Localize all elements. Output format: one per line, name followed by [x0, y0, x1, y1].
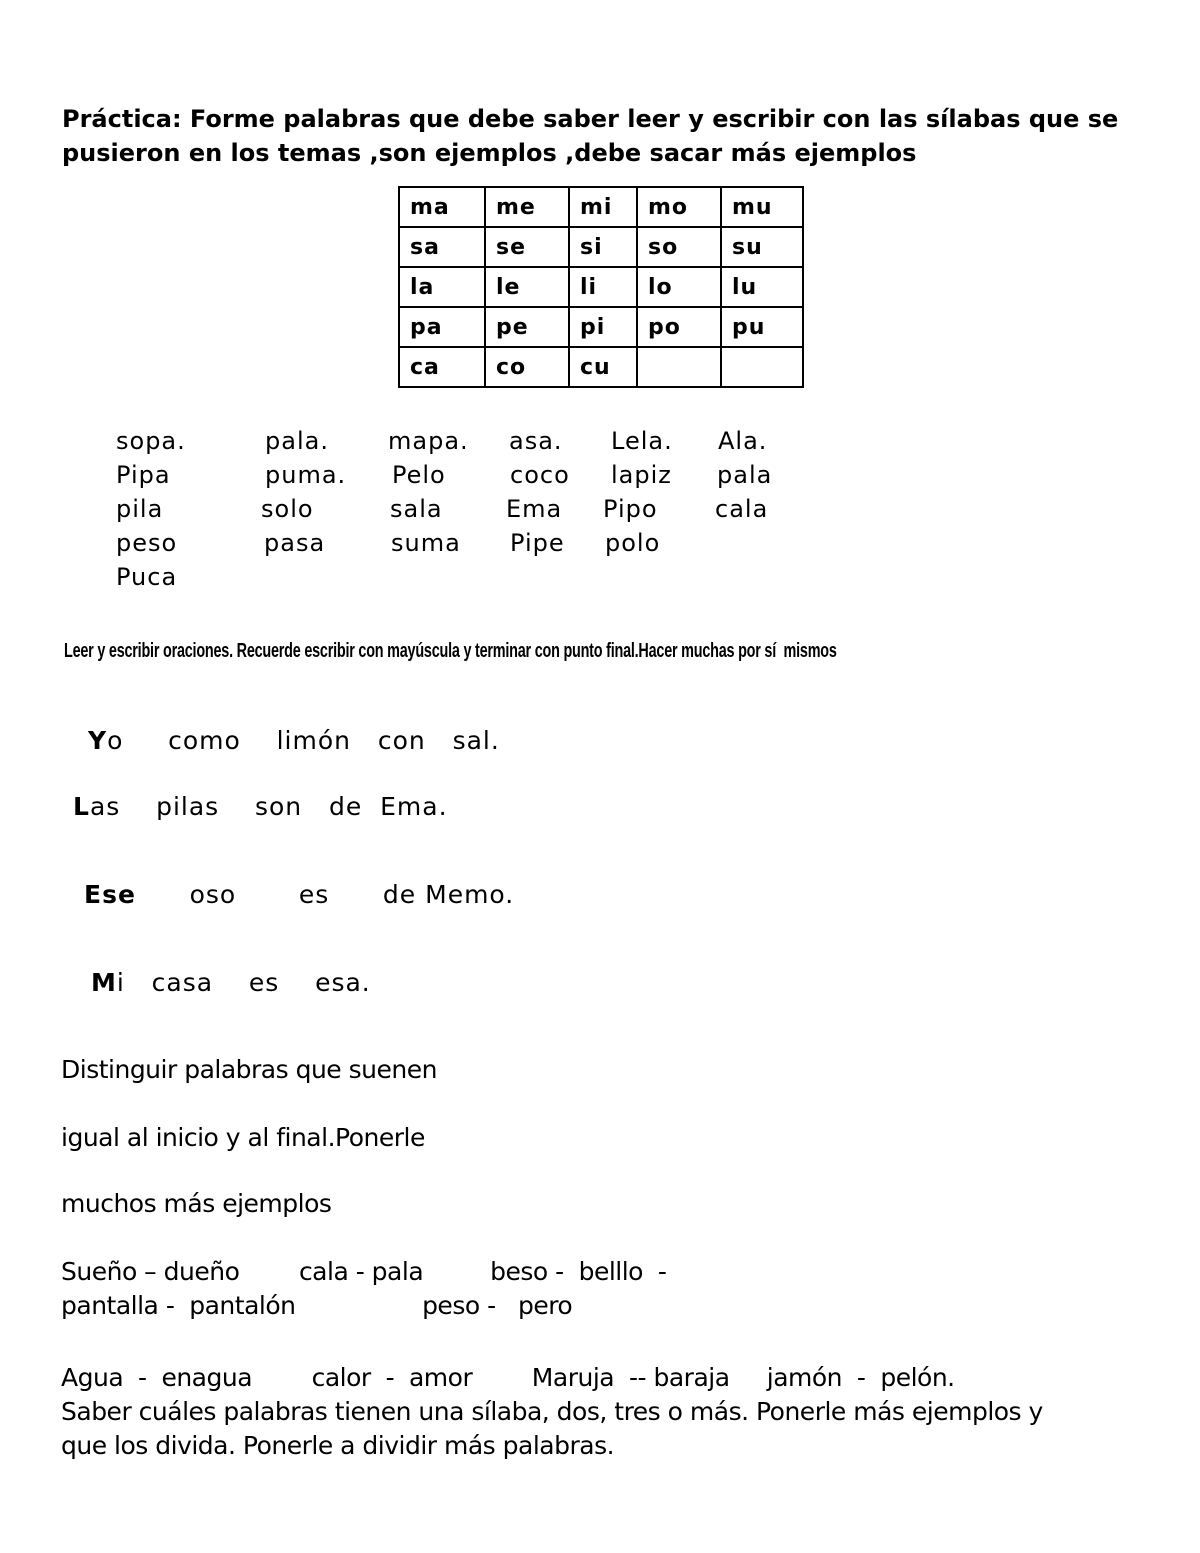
word: sala	[390, 495, 443, 523]
capital-letter: L	[73, 792, 90, 821]
syllable-cell: lu	[721, 267, 803, 307]
syllable-cell: su	[721, 227, 803, 267]
capital-letter: Ese	[84, 880, 136, 909]
sentence-text: as pilas son de Ema.	[89, 792, 448, 821]
syllable-cell: lo	[637, 267, 721, 307]
word: coco	[510, 461, 570, 489]
word: polo	[605, 529, 661, 557]
page-title: Práctica: Forme palabras que debe saber leer y escribir con las sílabas que se pusieron en los temas ,son ejemplos ,debe sacar más ejemplos	[62, 105, 1119, 167]
syllable-cell: ca	[399, 347, 485, 387]
syllable-cell: la	[399, 267, 485, 307]
syllable-cell: le	[485, 267, 569, 307]
word: Pipe	[510, 529, 565, 557]
sentence	[73, 792, 448, 821]
table-row	[399, 267, 803, 307]
syllable-cell: sa	[399, 227, 485, 267]
syllable-cell: pa	[399, 307, 485, 347]
word: peso	[116, 529, 178, 557]
syllable-cell: se	[485, 227, 569, 267]
syllable-table	[398, 186, 804, 388]
rhyme-instruction-line: Distinguir palabras que suenen	[61, 1055, 437, 1084]
word: solo	[261, 495, 314, 523]
sentence	[88, 726, 500, 755]
syllable-cell: mi	[569, 187, 637, 227]
capital-letter: M	[91, 968, 117, 997]
table-row	[399, 307, 803, 347]
syllable-cell: pi	[569, 307, 637, 347]
rhyme-example-line: Sueño – dueño cala - pala beso - belllo -	[61, 1257, 667, 1286]
word: Pipo	[603, 495, 658, 523]
word: suma	[391, 529, 461, 557]
word: pala.	[265, 427, 329, 455]
capital-letter: Y	[88, 726, 108, 755]
rhyme-instruction-line: muchos más ejemplos	[61, 1189, 332, 1218]
syllable-cell: me	[485, 187, 569, 227]
word: cala	[715, 495, 769, 523]
word: Pipa	[116, 461, 171, 489]
word: Pelo	[392, 461, 446, 489]
rhyme-example-line: pantalla - pantalón peso - pero	[61, 1291, 573, 1320]
syllable-cell	[637, 347, 721, 387]
final-line: Saber cuáles palabras tienen una sílaba, dos, tres o más. Ponerle más ejemplos y	[61, 1397, 1043, 1426]
final-line: que los divida. Ponerle a dividir más palabras.	[61, 1431, 615, 1460]
word: Ema	[506, 495, 563, 523]
table-row	[399, 347, 803, 387]
table-row	[399, 227, 803, 267]
syllable-cell: pu	[721, 307, 803, 347]
syllable-cell: cu	[569, 347, 637, 387]
word: mapa.	[388, 427, 469, 455]
syllable-cell: mu	[721, 187, 803, 227]
syllable-cell: ma	[399, 187, 485, 227]
syllable-cell: pe	[485, 307, 569, 347]
sentence	[84, 880, 514, 909]
word: pasa	[264, 529, 326, 557]
sentence-text: o como limón con sal.	[107, 726, 500, 755]
word: sopa.	[116, 427, 186, 455]
syllable-cell: mo	[637, 187, 721, 227]
word: lapiz	[611, 461, 672, 489]
word: asa.	[509, 427, 563, 455]
syllable-cell: co	[485, 347, 569, 387]
word: pila	[116, 495, 164, 523]
syllable-cell: po	[637, 307, 721, 347]
word: puma.	[265, 461, 347, 489]
word: Ala.	[718, 427, 768, 455]
word: pala	[717, 461, 773, 489]
syllable-cell: so	[637, 227, 721, 267]
syllable-cell	[721, 347, 803, 387]
word: Lela.	[611, 427, 673, 455]
sentence-text: i casa es esa.	[116, 968, 371, 997]
sentence-text: oso es de Memo.	[135, 880, 515, 909]
sentence	[91, 968, 371, 997]
syllable-cell: si	[569, 227, 637, 267]
syllable-cell: li	[569, 267, 637, 307]
sentences-instruction: Leer y escribir oraciones. Recuerde escribir con mayúscula y terminar con punto final.Hacer muchas por sí mismos	[64, 640, 837, 662]
rhyme-instruction-line: igual al inicio y al final.Ponerle	[61, 1123, 425, 1152]
table-row	[399, 187, 803, 227]
word: Puca	[116, 563, 178, 591]
final-line: Agua - enagua calor - amor Maruja -- baraja jamón - pelón.	[61, 1363, 955, 1392]
